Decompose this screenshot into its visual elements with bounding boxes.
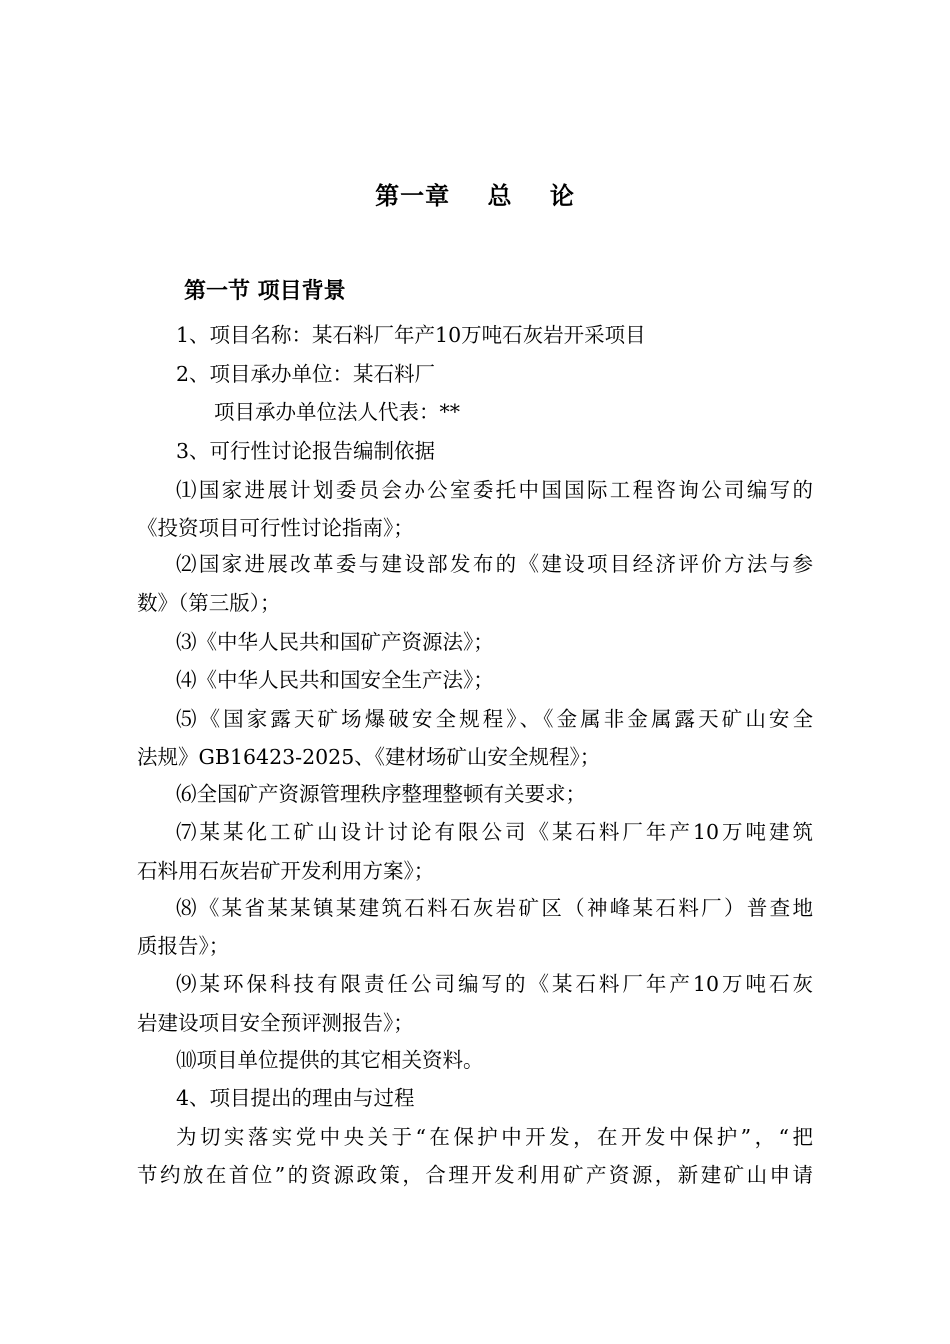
- basis-item-6: ⑹全国矿产资源管理秩序整理整顿有关要求；: [176, 782, 586, 806]
- basis-item-9: ⑼某环保科技有限责任公司编写的《某石料厂年产10万吨石灰: [176, 972, 813, 996]
- chapter-title: 第一章 总 论: [375, 182, 575, 210]
- basis-item-4: ⑷《中华人民共和国安全生产法》；: [176, 668, 494, 692]
- project-unit-line: 2、项目承办单位：某石料厂: [176, 362, 436, 386]
- basis-item-1: ⑴国家进展计划委员会办公室委托中国国际工程咨询公司编写的: [176, 478, 813, 502]
- basis-item-1-cont: 《投资项目可行性讨论指南》；: [137, 516, 414, 540]
- project-name-line: 1、项目名称：某石料厂年产10万吨石灰岩开采项目: [176, 323, 646, 347]
- basis-item-7: ⑺某某化工矿山设计讨论有限公司《某石料厂年产10万吨建筑: [176, 820, 813, 844]
- basis-item-5-cont: 法规》GB16423-2025、《建材场矿山安全规程》；: [137, 745, 601, 769]
- basis-item-7-cont: 石料用石灰岩矿开发利用方案》；: [137, 859, 435, 883]
- basis-item-10: ⑽项目单位提供的其它相关资料。: [176, 1048, 484, 1072]
- basis-item-3: ⑶《中华人民共和国矿产资源法》；: [176, 630, 494, 654]
- basis-item-2-cont: 数》（第三版）；: [137, 591, 281, 615]
- section-title: 第一节 项目背景: [184, 279, 346, 304]
- basis-heading: 3、可行性讨论报告编制依据: [176, 439, 436, 463]
- reason-paragraph-line-2: 节约放在首位”的资源政策，合理开发利用矿产资源，新建矿山申请: [137, 1163, 813, 1187]
- basis-item-9-cont: 岩建设项目安全预评测报告》；: [137, 1011, 414, 1035]
- legal-rep-line: 项目承办单位法人代表：**: [214, 400, 460, 424]
- basis-item-2: ⑵国家进展改革委与建设部发布的《建设项目经济评价方法与参: [176, 552, 813, 576]
- basis-item-8: ⑻《某省某某镇某建筑石料石灰岩矿区（神峰某石料厂）普查地: [176, 896, 813, 920]
- reason-paragraph-line-1: 为切实落实党中央关于“在保护中开发，在开发中保护”，“把: [176, 1125, 813, 1149]
- basis-item-8-cont: 质报告》；: [137, 934, 230, 958]
- basis-item-5: ⑸《国家露天矿场爆破安全规程》、《金属非金属露天矿山安全: [176, 707, 813, 731]
- reason-heading: 4、项目提出的理由与过程: [176, 1086, 415, 1110]
